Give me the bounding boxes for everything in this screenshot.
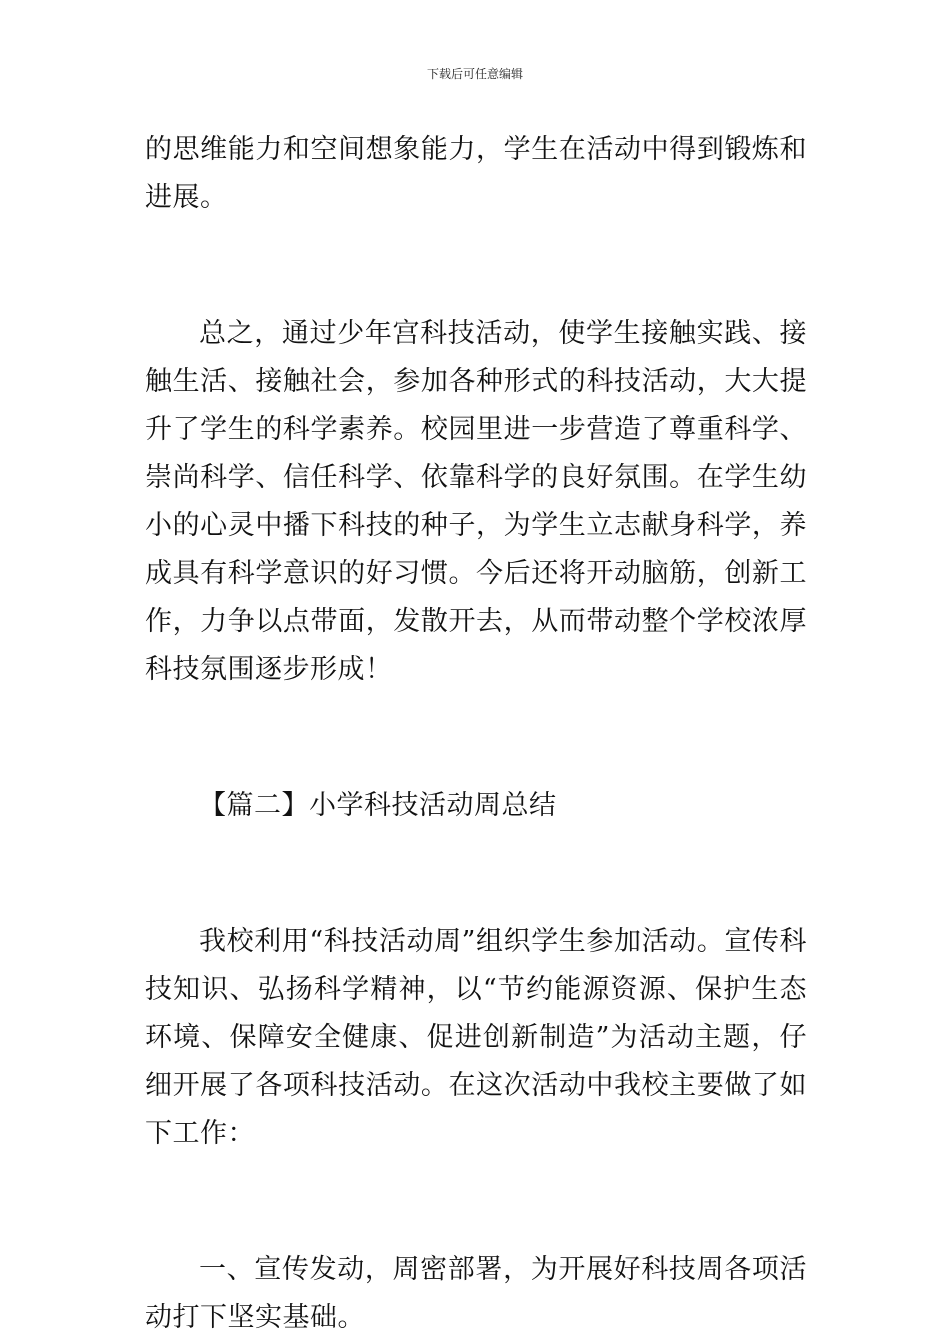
paragraph: 的思维能力和空间想象能力，学生在活动中得到锻炼和进展。: [145, 134, 807, 213]
document-body: [145, 126, 807, 1342]
paragraph: 一、宣传发动，周密部署，为开展好科技周各项活动打下坚实基础。: [145, 1254, 807, 1333]
section-heading: 【篇二】小学科技活动周总结: [199, 790, 557, 821]
paragraph: 我校利用“科技活动周”组织学生参加活动。宣传科技知识、弘扬科学精神，以“节约能源资源、保护生态环境、保障安全健康、促进创新制造”为活动主题，仔细开展了各项科技活动。在这次活动中我校主要做了如下工作：: [145, 926, 807, 1149]
page-header: 下载后可任意编辑: [426, 67, 523, 81]
paragraph: 总之，通过少年宫科技活动，使学生接触实践、接触生活、接触社会，参加各种形式的科技活动，大大提升了学生的科学素养。校园里进一步营造了尊重科学、崇尚科学、信任科学、依靠科学的良好氛围。在学生幼小的心灵中播下科技的种子，为学生立志献身科学，养成具有科学意识的好习惯。今后还将开动脑筋，创新工作，力争以点带面，发散开去，从而带动整个学校浓厚科技氛围逐步形成！: [145, 318, 807, 685]
